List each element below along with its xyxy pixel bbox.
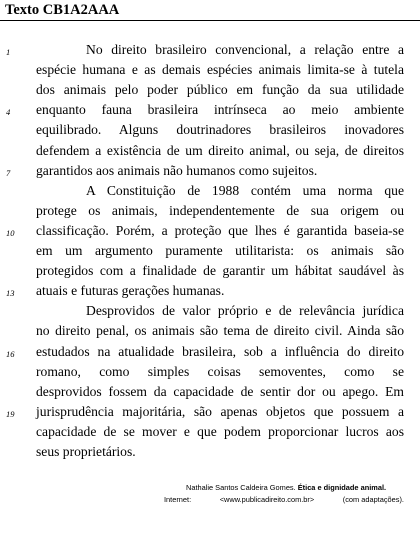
source-line-1 xyxy=(186,483,386,493)
text-line: jurisprudência majoritária, são apenas objetos que possuem a xyxy=(36,403,404,419)
line-number: 7 xyxy=(6,167,11,178)
text-line: em um argumento puramente utilitarista: os animais são xyxy=(36,243,404,258)
text-line: no direito penal, os animais são tema de direito civil. Ainda são xyxy=(36,323,404,339)
text-line: romano, como simples coisas semoventes, como se xyxy=(36,363,404,379)
source-internet-label: Internet: xyxy=(164,495,192,504)
text-line: classificação. Porém, a proteção que lhes é garantida baseia-se xyxy=(36,222,404,238)
line-number: 1 xyxy=(6,47,11,57)
source-note: (com adaptações). xyxy=(342,495,404,504)
text-line: atuais e futuras gerações humanas. xyxy=(36,283,225,299)
title-bar xyxy=(0,1,420,21)
document-title: Texto CB1A2AAA xyxy=(5,2,120,18)
line-number: 19 xyxy=(6,408,15,419)
text-line: enquanto fauna brasileira intrínseca ao meio ambiente xyxy=(36,102,404,118)
text-line: seus proprietários. xyxy=(36,444,136,459)
source-line-2 xyxy=(164,495,404,505)
text-line: protegidos com a finalidade de garantir um hábitat saudável às xyxy=(36,263,404,279)
text-line: capacidade de se mover e que podem proporcionar lucros aos xyxy=(36,423,404,439)
text-line: dos animais pelo poder público em função da sua utilidade xyxy=(36,82,404,98)
text-line: No direito brasileiro convencional, a relação entre a xyxy=(86,42,404,57)
line-number: 4 xyxy=(6,107,11,118)
text-line: equilibrado. Alguns doutrinadores brasileiros inovadores xyxy=(36,122,404,138)
text-line: estudados na atualidade brasileira, sob a influência do direito xyxy=(36,343,404,359)
text-line: defendem a existência de um direito animal, ou seja, de direitos xyxy=(36,142,404,158)
text-line: Desprovidos de valor próprio e de relevância jurídica xyxy=(86,303,404,319)
text-line: A Constituição de 1988 contém uma norma que xyxy=(86,182,404,198)
source-work: Ética e dignidade animal. xyxy=(297,483,387,492)
line-number: 13 xyxy=(6,288,15,299)
text-line: protege os animais, independentemente de sua origem ou xyxy=(36,202,404,218)
source-url: <www.publicadireito.com.br> xyxy=(219,495,315,504)
text-line: garantidos aos animais não humanos como sujeitos. xyxy=(36,162,318,178)
text-line: espécie humana e as demais espécies animais limita-se à tutela xyxy=(36,62,404,78)
line-number: 16 xyxy=(6,348,15,359)
source-author: Nathalie Santos Caldeira Gomes. xyxy=(186,483,296,492)
text-line: desprovidos fossem da capacidade de sentir dor ou apego. Em xyxy=(36,383,404,399)
line-number: 10 xyxy=(6,227,15,238)
